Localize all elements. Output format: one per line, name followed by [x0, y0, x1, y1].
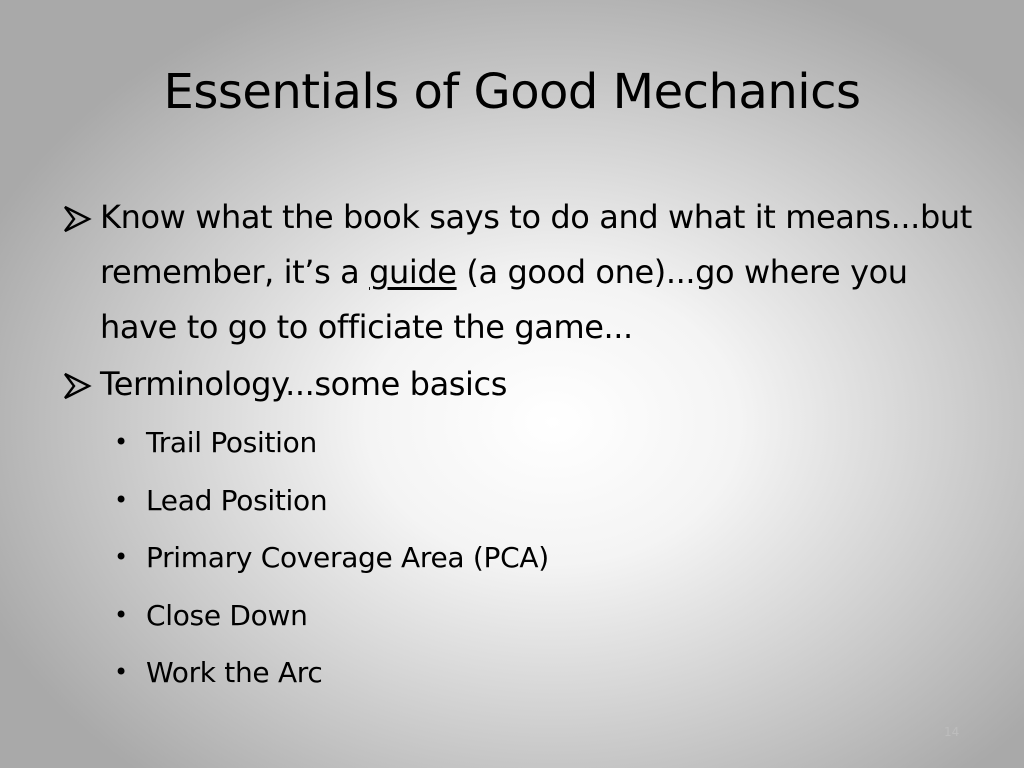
- list-item: [62, 644, 982, 702]
- dot-bullet-icon: •: [114, 600, 128, 629]
- list-item-label: Trail Position: [146, 426, 317, 459]
- list-item-label: Primary Coverage Area (PCA): [146, 541, 549, 574]
- arrowhead-bullet-icon: [62, 372, 92, 400]
- list-item: [62, 587, 982, 645]
- slide-title: Essentials of Good Mechanics: [163, 64, 861, 120]
- slide-content: [62, 190, 982, 702]
- list-item-label: Close Down: [146, 598, 308, 632]
- dot-bullet-icon: •: [114, 485, 128, 514]
- terminology-list: [62, 414, 982, 702]
- list-item: [62, 472, 982, 530]
- list-item: [62, 529, 982, 587]
- bullet-text: Know what the book says to do and what it means...but remember, it’s a: [100, 198, 972, 291]
- dot-bullet-icon: •: [114, 428, 128, 456]
- bullet-text: Terminology...some basics: [100, 365, 508, 403]
- list-item: [62, 414, 982, 472]
- arrowhead-bullet-icon: [62, 205, 92, 233]
- dot-bullet-icon: •: [114, 658, 128, 686]
- dot-bullet-icon: •: [114, 543, 128, 571]
- bullet-terminology: [62, 357, 982, 412]
- bullet-text-continued: (a good one)...go where you have to go to officiate the game...: [100, 253, 908, 346]
- emphasis-word: guide: [369, 253, 457, 291]
- slide-number: 14: [944, 725, 960, 739]
- list-item-label: Lead Position: [146, 483, 328, 517]
- bullet-know-the-book: [62, 190, 982, 355]
- list-item-label: Work the Arc: [146, 656, 323, 689]
